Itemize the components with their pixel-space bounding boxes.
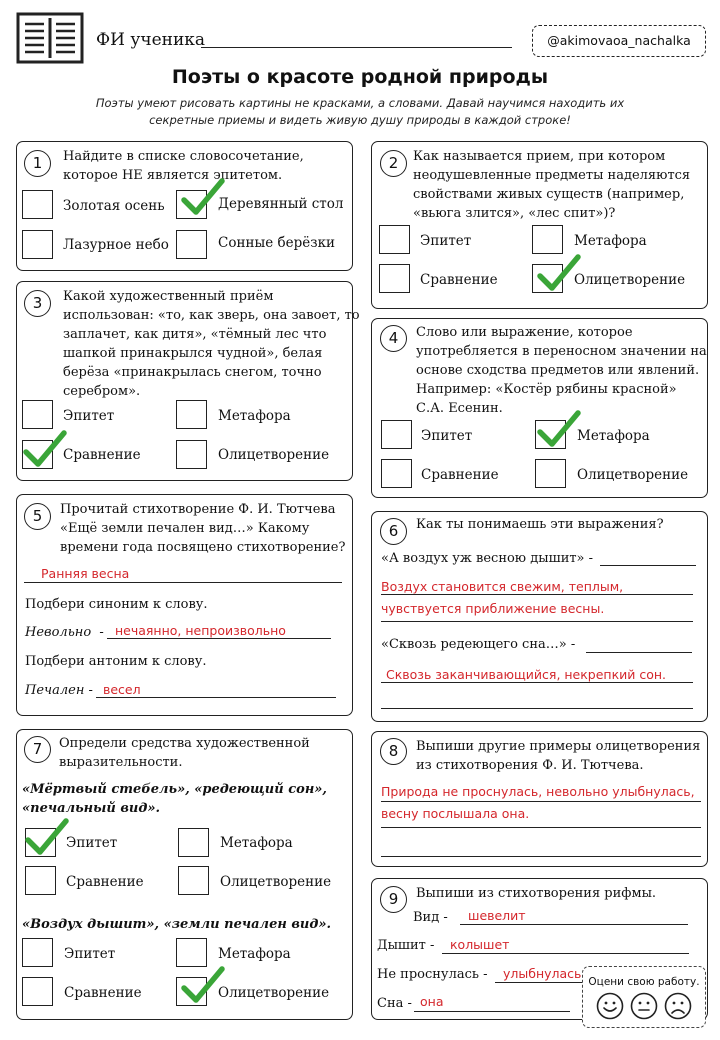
task-5-antonym-line (96, 697, 336, 698)
task-7-checkbox-6[interactable] (176, 938, 207, 967)
task-9-word-1: Вид - (413, 910, 448, 925)
task-6-answer-1-line-1[interactable]: Воздух становится свежим, теплым, (381, 579, 624, 594)
task-5-answer[interactable]: Ранняя весна (41, 566, 130, 581)
task-5-answer-line (24, 582, 342, 583)
task-4-option-1: Эпитет (421, 428, 473, 444)
task-4-checkbox-1[interactable] (381, 420, 412, 449)
task-7-checkbox-7[interactable] (22, 977, 53, 1006)
task-6-phrase-2: «Сквозь редеющего сна…» - (381, 637, 576, 652)
task-8-answer-line-2[interactable]: весну послышала она. (381, 806, 530, 821)
task-3-option-2: Метафора (218, 408, 291, 424)
task-6-answer-1-underline-1 (381, 594, 693, 595)
task-7-option-1: Эпитет (66, 835, 118, 851)
task-7-option-4: Олицетворение (220, 874, 332, 890)
task-8-underline-1 (381, 801, 701, 802)
author-handle: @akimovaoa_nachalka (532, 25, 706, 57)
task-3-question: Какой художественный приём использован: «то, как зверь, она завоет, то заплачет, как дитя», «тёмный лес что шапкой принакрылся чудной», белая берёза «принакрылась снегом, точно серебром». (63, 289, 360, 399)
task-7-option-2: Метафора (220, 835, 293, 851)
checkmark-icon (180, 964, 226, 1006)
task-5-synonym-line (107, 638, 331, 639)
task-2-option-1: Эпитет (420, 233, 472, 249)
task-8-underline-3[interactable] (381, 856, 701, 857)
student-name-label: ФИ ученика (96, 30, 206, 50)
task-2-option-4: Олицетворение (574, 272, 686, 288)
task-4-option-3: Сравнение (421, 467, 499, 483)
task-9-rhyme-2[interactable]: колышет (450, 937, 510, 952)
task-2-checkbox-1[interactable] (379, 225, 410, 254)
task-1-question: Найдите в списке словосочетание, которое НЕ является эпитетом. (63, 149, 304, 183)
task-7-option-8: Олицетворение (218, 985, 330, 1001)
student-name-line[interactable] (201, 47, 512, 48)
task-6-card (371, 511, 708, 722)
task-6-number: 6 (380, 518, 407, 545)
task-3-option-4: Олицетворение (218, 447, 330, 463)
task-9-word-2: Дышит - (377, 938, 435, 953)
task-6-phrase-2-line (586, 652, 692, 653)
task-9-rhyme-4[interactable]: она (420, 994, 444, 1009)
task-5-antonym-word: Печален - (25, 683, 93, 698)
task-6-answer-2[interactable]: Сквозь заканчивающийся, некрепкий сон. (386, 667, 667, 682)
neutral-face-icon[interactable] (630, 992, 658, 1020)
task-9-rhyme-1[interactable]: шевелит (468, 908, 526, 923)
task-1-option-2: Деревянный стол (218, 196, 344, 212)
task-1-option-1: Золотая осень (63, 198, 165, 214)
task-7-option-5: Эпитет (64, 946, 116, 962)
task-7-checkbox-5[interactable] (22, 938, 53, 967)
task-6-phrase-1: «А воздух уж весною дышит» - (381, 551, 594, 566)
task-1-checkbox-1[interactable] (22, 190, 53, 219)
task-8-question: Выпиши другие примеры олицетворения из стихотворения Ф. И. Тютчева. (416, 739, 701, 773)
task-1-option-4: Сонные берёзки (218, 235, 336, 251)
task-2-number: 2 (380, 150, 407, 177)
task-9-question: Выпиши из стихотворения рифмы. (416, 886, 657, 901)
task-7-option-6: Метафора (218, 946, 291, 962)
task-2-checkbox-3[interactable] (379, 264, 410, 293)
task-1-number: 1 (24, 150, 51, 177)
task-7-question: Определи средства художественной выразительности. (59, 736, 310, 770)
task-7-option-7: Сравнение (64, 985, 142, 1001)
checkmark-icon (536, 252, 582, 294)
checkmark-icon (24, 816, 70, 858)
checkmark-icon (22, 428, 68, 470)
task-5-synonym-answer[interactable]: нечаянно, непроизвольно (115, 623, 286, 638)
task-8-answer-line-1[interactable]: Природа не проснулась, невольно улыбнулась, (381, 784, 695, 799)
task-8-number: 8 (380, 738, 407, 765)
task-2-checkbox-2[interactable] (532, 225, 563, 254)
task-1-checkbox-4[interactable] (176, 230, 207, 259)
task-9-line-2 (442, 953, 689, 954)
checkmark-icon (536, 408, 582, 450)
self-rating-label: Оцени свою работу. (588, 976, 700, 988)
task-9-line-4 (414, 1011, 570, 1012)
task-1-checkbox-3[interactable] (22, 230, 53, 259)
task-2-option-2: Метафора (574, 233, 647, 249)
task-6-extra-line[interactable] (381, 708, 693, 709)
task-3-checkbox-2[interactable] (176, 400, 207, 429)
task-7-phrase-2: «Воздух дышит», «земли печален вид». (22, 917, 332, 932)
task-5-question: Прочитай стихотворение Ф. И. Тютчева «Ещё земли печален вид…» Какому времени года посвящено стихотворение? (60, 502, 346, 555)
task-5-synonym-prompt: Подбери синоним к слову. (25, 597, 208, 612)
task-4-option-4: Олицетворение (577, 467, 689, 483)
task-8-underline-2 (381, 827, 701, 828)
task-7-checkbox-3[interactable] (25, 866, 56, 895)
task-9-rhyme-3[interactable]: улыбнулась (503, 966, 582, 981)
task-6-answer-1-line-2[interactable]: чувствуется приближение весны. (381, 601, 605, 616)
sad-face-icon[interactable] (664, 992, 692, 1020)
task-4-number: 4 (380, 325, 407, 352)
task-3-number: 3 (24, 290, 51, 317)
task-7-checkbox-4[interactable] (178, 866, 209, 895)
task-6-answer-1-underline-2 (381, 621, 693, 622)
happy-face-icon[interactable] (596, 992, 624, 1020)
task-3-checkbox-4[interactable] (176, 440, 207, 469)
page-title: Поэты о красоте родной природы (171, 66, 549, 88)
task-5-antonym-answer[interactable]: весел (103, 682, 141, 697)
task-6-question: Как ты понимаешь эти выражения? (416, 517, 664, 532)
task-7-number: 7 (24, 736, 51, 763)
task-1-option-3: Лазурное небо (63, 237, 169, 253)
task-7-option-3: Сравнение (66, 874, 144, 890)
task-5-synonym-word: Невольно - (25, 625, 104, 640)
task-3-checkbox-1[interactable] (22, 400, 53, 429)
book-icon (16, 12, 84, 64)
task-4-checkbox-4[interactable] (535, 459, 566, 488)
task-2-option-3: Сравнение (420, 272, 498, 288)
task-3-option-1: Эпитет (63, 408, 115, 424)
task-7-checkbox-2[interactable] (178, 828, 209, 857)
task-3-option-3: Сравнение (63, 447, 141, 463)
task-9-word-3: Не проснулась - (377, 967, 488, 982)
task-9-line-3 (495, 982, 583, 983)
task-4-question: Слово или выражение, которое употребляется в переносном значении на основе сходства предметов или явлений. Например: «Костёр рябины красной» С.А. Есенин. (416, 325, 707, 416)
task-4-option-2: Метафора (577, 428, 650, 444)
task-2-question: Как называется прием, при котором неодушевленные предметы наделяются свойствами живых существ (например, «вьюга злится», «лес спит»)? (413, 149, 691, 221)
task-6-answer-2-underline (381, 682, 693, 683)
checkmark-icon (180, 176, 226, 218)
task-5-number: 5 (24, 503, 51, 530)
task-9-number: 9 (380, 886, 407, 913)
page-subtitle: Поэты умеют рисовать картины не красками, а словами. Давай научимся находить их секретные приемы и видеть живую душу природы в каждой строке! (95, 96, 625, 127)
task-5-antonym-prompt: Подбери антоним к слову. (25, 654, 207, 669)
task-4-checkbox-3[interactable] (381, 459, 412, 488)
task-9-line-1 (460, 924, 688, 925)
task-9-word-4: Сна - (377, 996, 412, 1011)
task-7-phrase-1: «Мёртвый стебель», «редеющий сон», «печальный вид». (22, 782, 327, 816)
task-6-phrase-1-line (600, 565, 696, 566)
